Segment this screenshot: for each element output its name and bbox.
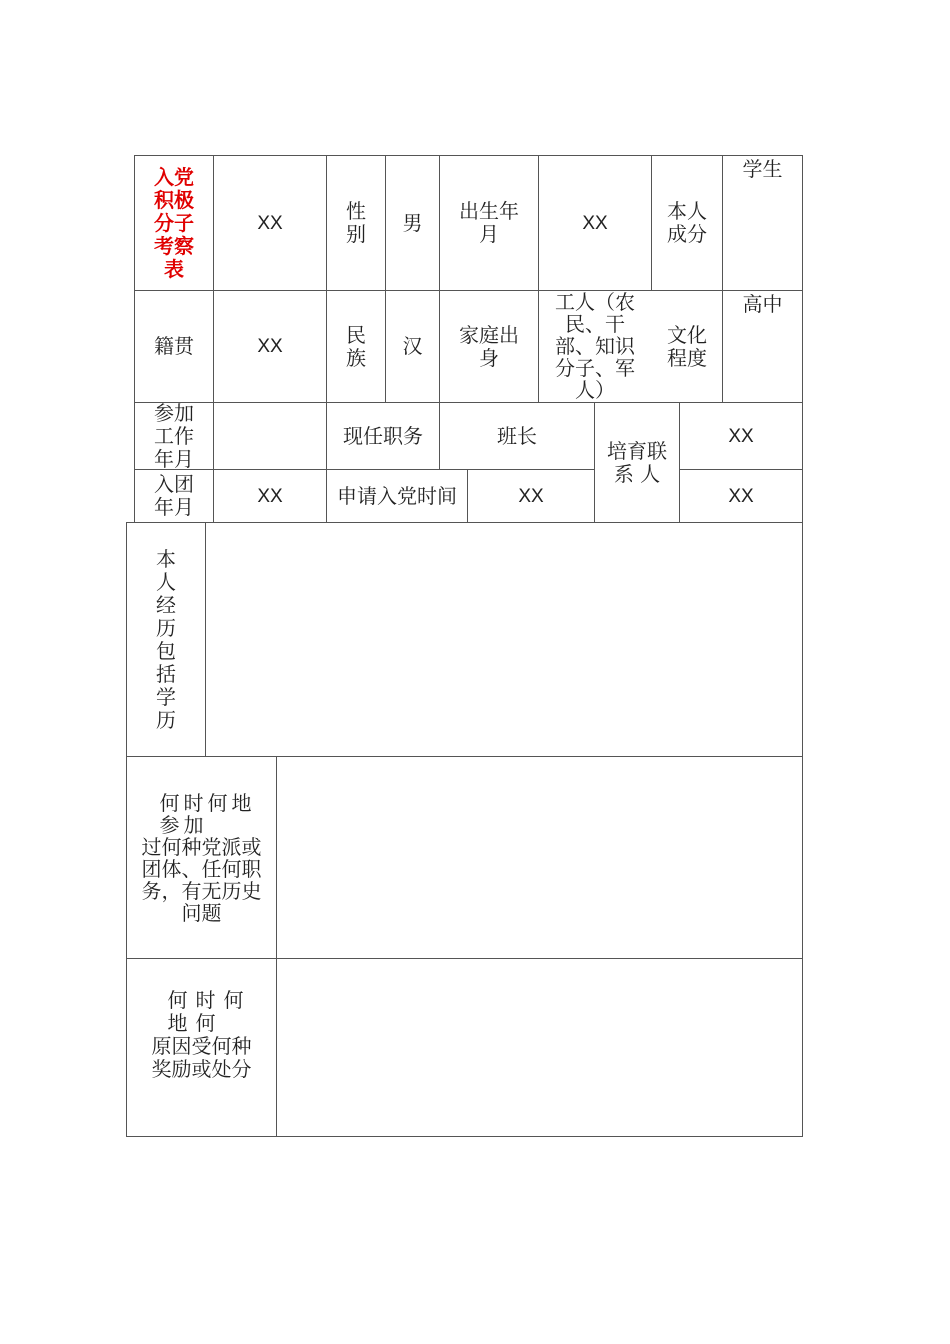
job-label: 现任职务 [343, 423, 423, 448]
apply-label-cell [327, 470, 467, 522]
league-value: XX [257, 485, 283, 507]
contact-label: 培育联系 人 [607, 438, 667, 486]
edu-label: 文化程度 [667, 322, 707, 370]
reward-label-line-1: 何时何地何 [167, 988, 252, 1035]
job-value: 班长 [497, 423, 537, 448]
gender-label: 性别 [346, 199, 366, 246]
ethnic-value: 汉 [402, 334, 423, 358]
form-title-cell [135, 156, 213, 290]
edu-label-cell [652, 291, 722, 402]
reward-label-line-2: 原因受何种 [151, 1034, 252, 1058]
party-label-cell [127, 757, 276, 958]
status-label-cell [652, 156, 722, 290]
native-value: XX [257, 336, 283, 357]
party-label-line-5: 问题 [181, 900, 222, 925]
apply-label: 申请入党时间 [337, 483, 457, 508]
edu-value: 高中 [742, 292, 783, 316]
family-value: 工人（农民、干部、知识分子、军人） [555, 290, 635, 402]
party-value [277, 757, 802, 958]
contact-value-2: XX [728, 485, 754, 507]
work-label-cell [135, 400, 213, 471]
league-label-cell [135, 470, 213, 522]
reward-label-cell [127, 959, 276, 1136]
birth-label: 出生年月 [459, 199, 519, 246]
gender-label-cell [327, 156, 385, 290]
apply-value: XX [518, 485, 544, 507]
party-label-line-3: 团体、任何职 [141, 856, 262, 881]
family-value-cell [539, 291, 651, 402]
ethnic-label: 民族 [346, 322, 366, 370]
reward-label [138, 989, 266, 1081]
party-label-line-4: 务，有无历史 [141, 878, 262, 903]
history-label-cell [127, 523, 205, 756]
contact-value-1: XX [728, 425, 754, 447]
league-label: 入团年月 [154, 472, 194, 519]
birth-label-cell [440, 156, 538, 290]
reward-label-line-3: 奖励或处分 [151, 1057, 252, 1081]
family-label: 家庭出身 [459, 322, 519, 370]
status-label: 本人成分 [667, 199, 707, 246]
native-label: 籍贯 [154, 334, 194, 358]
family-label-cell [440, 291, 538, 402]
work-value [214, 403, 326, 469]
history-value [206, 523, 802, 756]
form-title: 入党积极分子考察表 [154, 164, 194, 281]
history-label: 本人经历包括学历 [156, 546, 176, 732]
ethnic-label-cell [327, 291, 385, 402]
party-label [140, 792, 264, 924]
party-label-line-1: 何时何地参加 [159, 790, 256, 837]
contact-label-cell [595, 403, 679, 522]
name-value: XX [257, 212, 283, 234]
reward-value [277, 959, 802, 1136]
status-value: 学生 [742, 157, 783, 181]
work-label: 参加工作年月 [154, 400, 194, 471]
party-label-line-2: 过何种党派或 [141, 834, 262, 859]
birth-value: XX [582, 212, 608, 234]
gender-value: 男 [402, 210, 423, 235]
